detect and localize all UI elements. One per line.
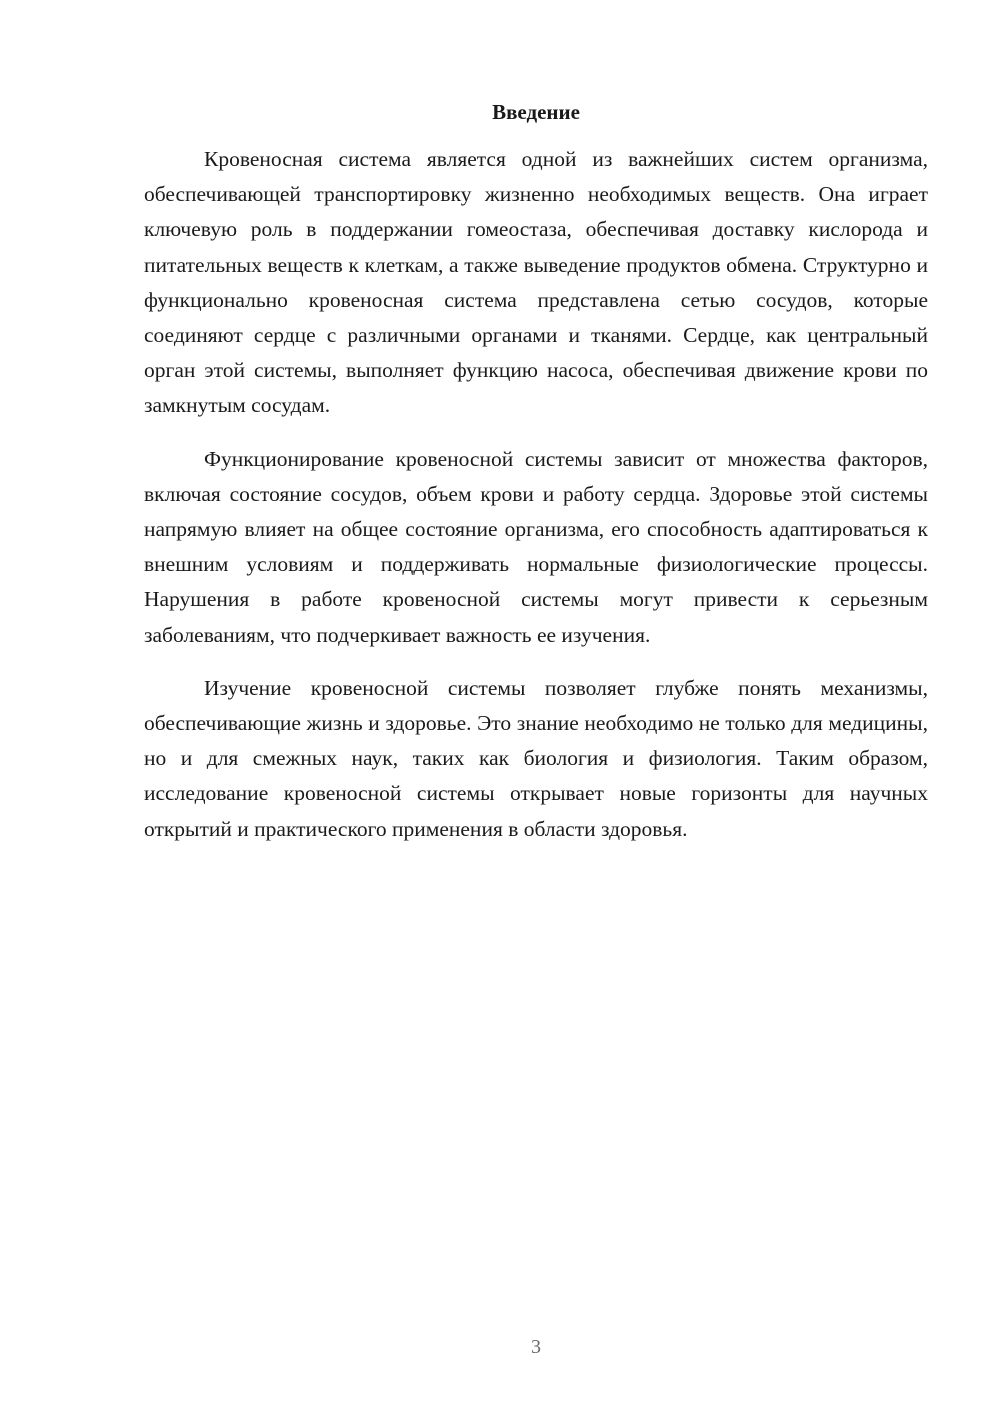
paragraph-2: Функционирование кровеносной системы зависит от множества факторов, включая состояние сосудов, объем крови и работу сердца. Здоровье этой системы напрямую влияет на общее состояние организма, его способность адаптироваться к внешним условиям и поддерживать нормальные физиологические процессы. Нарушения в работе кровеносной системы могут привести к серьезным заболеваниям, что подчеркивает важность ее изучения.	[144, 446, 928, 647]
paragraph-3: Изучение кровеносной системы позволяет глубже понять механизмы, обеспечивающие жизнь и здоровье. Это знание необходимо не только для медицины, но и для смежных наук, таких как биология и физиология. Таким образом, исследование кровеносной системы открывает новые горизонты для научных открытий и практического применения в области здоровья.	[144, 675, 928, 841]
document-body	[144, 142, 928, 865]
paragraph-1: Кровеносная система является одной из важнейших систем организма, обеспечивающей транспортировку жизненно необходимых веществ. Она играет ключевую роль в поддержании гомеостаза, обеспечивая доставку кислорода и питательных веществ к клеткам, а также выведение продуктов обмена. Структурно и функционально кровеносная система представлена сетью сосудов, которые соединяют сердце с различными органами и тканями. Сердце, как центральный орган этой системы, выполняет функцию насоса, обеспечивая движение крови по замкнутым сосудам.	[144, 147, 928, 418]
page-number: 3	[531, 1336, 541, 1358]
section-heading: Введение	[492, 100, 580, 124]
